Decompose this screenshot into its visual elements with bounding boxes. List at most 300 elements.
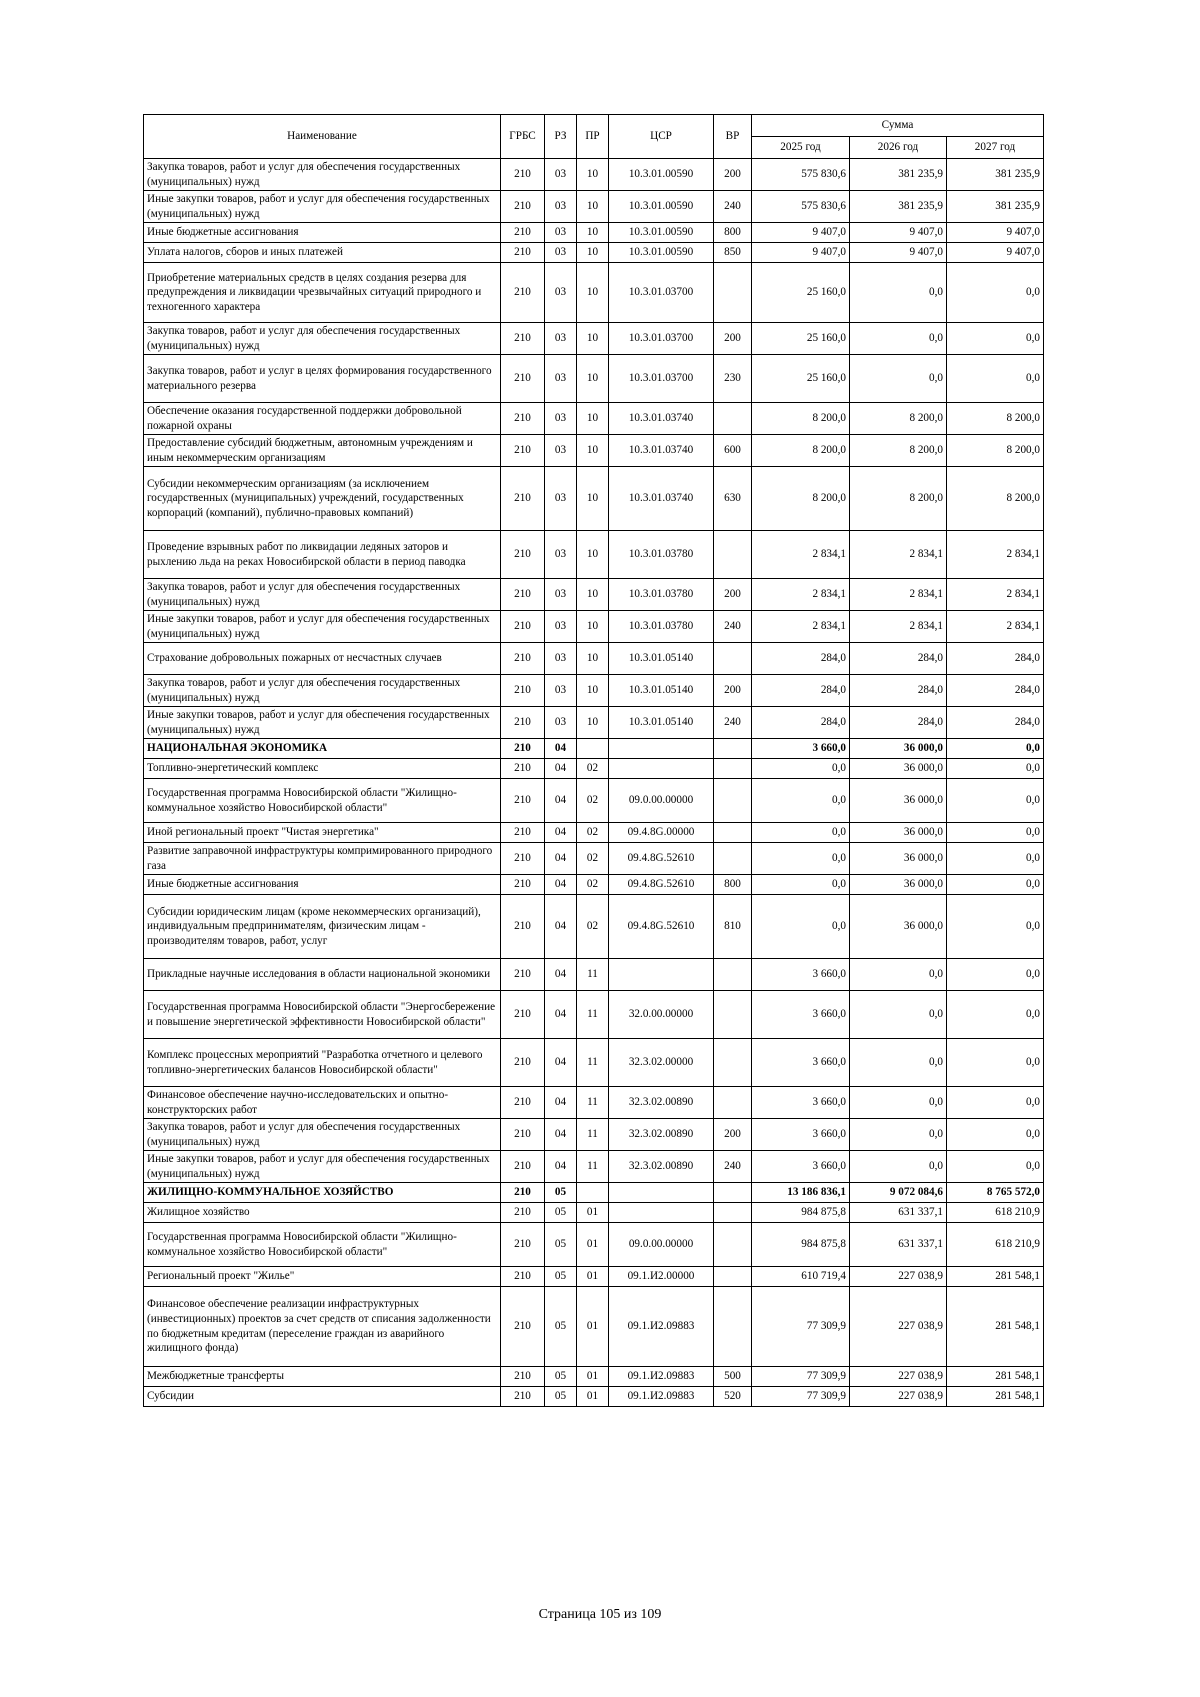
- cell-sum-2025: 77 309,9: [752, 1367, 850, 1387]
- cell-name: Предоставление субсидий бюджетным, автономным учреждениям и иным некоммерческим организациям: [144, 435, 501, 467]
- cell-vr: 240: [714, 191, 752, 223]
- cell-sum-2025: 0,0: [752, 895, 850, 959]
- cell-rz: 04: [545, 1119, 577, 1151]
- col-header-sum: Сумма: [752, 115, 1044, 137]
- cell-pr: 01: [577, 1367, 609, 1387]
- table-row: [144, 1087, 1044, 1119]
- table-row: [144, 159, 1044, 191]
- cell-grbs: 210: [501, 243, 545, 263]
- table-row: [144, 875, 1044, 895]
- cell-sum-2027: 0,0: [947, 895, 1044, 959]
- cell-grbs: 210: [501, 1267, 545, 1287]
- cell-csr: 10.3.01.00590: [609, 159, 714, 191]
- cell-rz: 03: [545, 323, 577, 355]
- col-header-2026: 2026 год: [850, 137, 947, 159]
- cell-sum-2027: 618 210,9: [947, 1223, 1044, 1267]
- cell-rz: 03: [545, 263, 577, 323]
- cell-rz: 03: [545, 643, 577, 675]
- cell-sum-2026: 381 235,9: [850, 191, 947, 223]
- cell-name: Обеспечение оказания государственной поддержки добровольной пожарной охраны: [144, 403, 501, 435]
- table-row: [144, 779, 1044, 823]
- cell-sum-2026: 36 000,0: [850, 895, 947, 959]
- cell-pr: 02: [577, 779, 609, 823]
- cell-vr: 200: [714, 159, 752, 191]
- cell-pr: 10: [577, 675, 609, 707]
- cell-rz: 04: [545, 779, 577, 823]
- cell-pr: 11: [577, 959, 609, 991]
- cell-grbs: 210: [501, 403, 545, 435]
- cell-grbs: 210: [501, 1119, 545, 1151]
- cell-grbs: 210: [501, 159, 545, 191]
- cell-pr: 10: [577, 159, 609, 191]
- cell-sum-2026: 227 038,9: [850, 1367, 947, 1387]
- cell-sum-2025: 984 875,8: [752, 1223, 850, 1267]
- cell-csr: 10.3.01.03740: [609, 403, 714, 435]
- cell-rz: 04: [545, 843, 577, 875]
- cell-sum-2027: 618 210,9: [947, 1203, 1044, 1223]
- cell-rz: 04: [545, 759, 577, 779]
- cell-rz: 04: [545, 823, 577, 843]
- table-row: [144, 435, 1044, 467]
- cell-pr: 02: [577, 759, 609, 779]
- col-header-csr: ЦСР: [609, 115, 714, 159]
- cell-name: ЖИЛИЩНО-КОММУНАЛЬНОЕ ХОЗЯЙСТВО: [144, 1183, 501, 1203]
- cell-grbs: 210: [501, 191, 545, 223]
- cell-sum-2025: 284,0: [752, 643, 850, 675]
- cell-vr: [714, 1267, 752, 1287]
- cell-sum-2027: 0,0: [947, 759, 1044, 779]
- cell-vr: [714, 823, 752, 843]
- cell-vr: [714, 959, 752, 991]
- cell-sum-2027: 2 834,1: [947, 531, 1044, 579]
- cell-csr: 10.3.01.03700: [609, 355, 714, 403]
- cell-rz: 04: [545, 1151, 577, 1183]
- cell-csr: 10.3.01.00590: [609, 223, 714, 243]
- cell-sum-2027: 0,0: [947, 875, 1044, 895]
- cell-sum-2027: 281 548,1: [947, 1367, 1044, 1387]
- cell-vr: [714, 1087, 752, 1119]
- col-header-2025: 2025 год: [752, 137, 850, 159]
- table-row: [144, 707, 1044, 739]
- cell-pr: 11: [577, 1087, 609, 1119]
- cell-rz: 03: [545, 243, 577, 263]
- cell-name: Иные закупки товаров, работ и услуг для обеспечения государственных (муниципальных) нужд: [144, 611, 501, 643]
- table-row: [144, 263, 1044, 323]
- cell-grbs: 210: [501, 1203, 545, 1223]
- cell-sum-2027: 0,0: [947, 323, 1044, 355]
- cell-csr: 10.3.01.00590: [609, 243, 714, 263]
- cell-sum-2027: 284,0: [947, 707, 1044, 739]
- cell-sum-2025: 284,0: [752, 675, 850, 707]
- cell-name: Приобретение материальных средств в целях создания резерва для предупреждения и ликвидации чрезвычайных ситуаций природного и техногенного характера: [144, 263, 501, 323]
- cell-grbs: 210: [501, 223, 545, 243]
- cell-sum-2025: 2 834,1: [752, 531, 850, 579]
- cell-pr: 11: [577, 1119, 609, 1151]
- cell-sum-2027: 8 200,0: [947, 435, 1044, 467]
- cell-sum-2027: 0,0: [947, 843, 1044, 875]
- cell-sum-2026: 0,0: [850, 1151, 947, 1183]
- page-number: Страница 105 из 109: [538, 1607, 662, 1622]
- cell-rz: 03: [545, 191, 577, 223]
- cell-rz: 03: [545, 355, 577, 403]
- cell-vr: [714, 991, 752, 1039]
- cell-sum-2026: 2 834,1: [850, 611, 947, 643]
- cell-sum-2025: 25 160,0: [752, 355, 850, 403]
- cell-pr: 10: [577, 643, 609, 675]
- cell-vr: 240: [714, 1151, 752, 1183]
- cell-sum-2027: 281 548,1: [947, 1267, 1044, 1287]
- table-body: [144, 159, 1044, 1407]
- cell-rz: 04: [545, 875, 577, 895]
- table-row: [144, 1367, 1044, 1387]
- cell-rz: 05: [545, 1367, 577, 1387]
- cell-pr: 02: [577, 895, 609, 959]
- cell-rz: 04: [545, 895, 577, 959]
- cell-csr: [609, 959, 714, 991]
- cell-sum-2025: 0,0: [752, 875, 850, 895]
- cell-name: Иные закупки товаров, работ и услуг для обеспечения государственных (муниципальных) нужд: [144, 191, 501, 223]
- cell-sum-2025: 25 160,0: [752, 323, 850, 355]
- cell-sum-2027: 284,0: [947, 675, 1044, 707]
- cell-rz: 03: [545, 707, 577, 739]
- cell-rz: 03: [545, 579, 577, 611]
- cell-vr: [714, 1203, 752, 1223]
- cell-csr: 10.3.01.03700: [609, 263, 714, 323]
- cell-pr: 10: [577, 403, 609, 435]
- cell-sum-2027: 0,0: [947, 959, 1044, 991]
- table-row: [144, 1039, 1044, 1087]
- cell-vr: [714, 1287, 752, 1367]
- cell-sum-2026: 381 235,9: [850, 159, 947, 191]
- cell-sum-2026: 36 000,0: [850, 875, 947, 895]
- cell-name: Закупка товаров, работ и услуг для обеспечения государственных (муниципальных) нужд: [144, 159, 501, 191]
- cell-sum-2027: 8 200,0: [947, 403, 1044, 435]
- cell-sum-2026: 36 000,0: [850, 739, 947, 759]
- cell-pr: 11: [577, 1039, 609, 1087]
- cell-sum-2025: 2 834,1: [752, 611, 850, 643]
- cell-sum-2026: 8 200,0: [850, 467, 947, 531]
- cell-sum-2026: 0,0: [850, 991, 947, 1039]
- cell-rz: 05: [545, 1203, 577, 1223]
- cell-name: Уплата налогов, сборов и иных платежей: [144, 243, 501, 263]
- table-row: [144, 1203, 1044, 1223]
- cell-name: Иные бюджетные ассигнования: [144, 223, 501, 243]
- cell-name: Иные закупки товаров, работ и услуг для обеспечения государственных (муниципальных) нужд: [144, 707, 501, 739]
- cell-csr: 09.1.И2.00000: [609, 1267, 714, 1287]
- col-header-2027: 2027 год: [947, 137, 1044, 159]
- cell-sum-2025: 2 834,1: [752, 579, 850, 611]
- cell-sum-2025: 13 186 836,1: [752, 1183, 850, 1203]
- cell-grbs: 210: [501, 707, 545, 739]
- cell-vr: 200: [714, 579, 752, 611]
- cell-sum-2025: 0,0: [752, 779, 850, 823]
- cell-sum-2025: 3 660,0: [752, 1039, 850, 1087]
- cell-sum-2025: 0,0: [752, 823, 850, 843]
- cell-grbs: 210: [501, 759, 545, 779]
- cell-sum-2027: 381 235,9: [947, 159, 1044, 191]
- cell-sum-2026: 36 000,0: [850, 823, 947, 843]
- cell-csr: 10.3.01.03780: [609, 531, 714, 579]
- cell-pr: [577, 739, 609, 759]
- cell-pr: 10: [577, 611, 609, 643]
- cell-grbs: 210: [501, 895, 545, 959]
- cell-vr: 520: [714, 1387, 752, 1407]
- cell-sum-2026: 0,0: [850, 355, 947, 403]
- col-header-pr: ПР: [577, 115, 609, 159]
- table-row: [144, 843, 1044, 875]
- cell-sum-2025: 8 200,0: [752, 403, 850, 435]
- cell-sum-2026: 227 038,9: [850, 1267, 947, 1287]
- cell-name: Комплекс процессных мероприятий "Разработка отчетного и целевого топливно-энергетических балансов Новосибирской области": [144, 1039, 501, 1087]
- cell-pr: 10: [577, 579, 609, 611]
- col-header-vr: ВР: [714, 115, 752, 159]
- cell-sum-2027: 0,0: [947, 823, 1044, 843]
- cell-name: Государственная программа Новосибирской области "Жилищно-коммунальное хозяйство Новосибирской области": [144, 1223, 501, 1267]
- cell-sum-2027: 2 834,1: [947, 611, 1044, 643]
- table-row: [144, 191, 1044, 223]
- cell-vr: [714, 531, 752, 579]
- cell-pr: 01: [577, 1387, 609, 1407]
- table-row: [144, 403, 1044, 435]
- cell-vr: [714, 779, 752, 823]
- cell-vr: [714, 643, 752, 675]
- cell-pr: 10: [577, 263, 609, 323]
- table-row: [144, 531, 1044, 579]
- cell-vr: 200: [714, 1119, 752, 1151]
- cell-grbs: 210: [501, 843, 545, 875]
- cell-sum-2025: 284,0: [752, 707, 850, 739]
- cell-rz: 03: [545, 675, 577, 707]
- cell-sum-2027: 0,0: [947, 1039, 1044, 1087]
- cell-pr: 01: [577, 1267, 609, 1287]
- cell-rz: 05: [545, 1223, 577, 1267]
- cell-sum-2026: 227 038,9: [850, 1387, 947, 1407]
- cell-name: Проведение взрывных работ по ликвидации ледяных заторов и рыхлению льда на реках Новосибирской области в период паводка: [144, 531, 501, 579]
- cell-csr: 32.3.02.00890: [609, 1151, 714, 1183]
- cell-vr: 630: [714, 467, 752, 531]
- cell-sum-2027: 0,0: [947, 779, 1044, 823]
- cell-rz: 03: [545, 403, 577, 435]
- cell-vr: [714, 1039, 752, 1087]
- cell-grbs: 210: [501, 823, 545, 843]
- cell-vr: 800: [714, 875, 752, 895]
- cell-sum-2026: 0,0: [850, 1087, 947, 1119]
- table-row: [144, 959, 1044, 991]
- cell-sum-2026: 0,0: [850, 1039, 947, 1087]
- cell-name: Субсидии: [144, 1387, 501, 1407]
- cell-sum-2026: 2 834,1: [850, 579, 947, 611]
- cell-grbs: 210: [501, 1287, 545, 1367]
- cell-name: Закупка товаров, работ и услуг для обеспечения государственных (муниципальных) нужд: [144, 1119, 501, 1151]
- cell-sum-2026: 8 200,0: [850, 403, 947, 435]
- cell-csr: 10.3.01.05140: [609, 675, 714, 707]
- cell-csr: 09.4.8G.52610: [609, 895, 714, 959]
- cell-vr: 600: [714, 435, 752, 467]
- cell-sum-2025: 9 407,0: [752, 223, 850, 243]
- cell-sum-2027: 0,0: [947, 1087, 1044, 1119]
- cell-sum-2025: 3 660,0: [752, 959, 850, 991]
- cell-csr: 09.0.00.00000: [609, 779, 714, 823]
- cell-pr: 10: [577, 223, 609, 243]
- cell-sum-2026: 284,0: [850, 707, 947, 739]
- cell-name: Топливно-энергетический комплекс: [144, 759, 501, 779]
- table-row: [144, 823, 1044, 843]
- cell-csr: 09.0.00.00000: [609, 1223, 714, 1267]
- cell-grbs: 210: [501, 435, 545, 467]
- cell-sum-2026: 9 407,0: [850, 243, 947, 263]
- cell-sum-2025: 984 875,8: [752, 1203, 850, 1223]
- cell-grbs: 210: [501, 875, 545, 895]
- cell-name: Финансовое обеспечение научно-исследовательских и опытно-конструкторских работ: [144, 1087, 501, 1119]
- cell-name: Закупка товаров, работ и услуг в целях формирования государственного материального резерва: [144, 355, 501, 403]
- cell-sum-2025: 0,0: [752, 759, 850, 779]
- cell-rz: 05: [545, 1387, 577, 1407]
- cell-name: Закупка товаров, работ и услуг для обеспечения государственных (муниципальных) нужд: [144, 323, 501, 355]
- cell-name: Жилищное хозяйство: [144, 1203, 501, 1223]
- table-row: [144, 223, 1044, 243]
- cell-sum-2026: 9 072 084,6: [850, 1183, 947, 1203]
- cell-name: Государственная программа Новосибирской области "Жилищно-коммунальное хозяйство Новосибирской области": [144, 779, 501, 823]
- cell-grbs: 210: [501, 467, 545, 531]
- cell-vr: 230: [714, 355, 752, 403]
- cell-csr: [609, 759, 714, 779]
- cell-grbs: 210: [501, 739, 545, 759]
- table-row: [144, 1119, 1044, 1151]
- cell-pr: 10: [577, 191, 609, 223]
- cell-rz: 03: [545, 223, 577, 243]
- cell-csr: 09.1.И2.09883: [609, 1367, 714, 1387]
- cell-sum-2026: 0,0: [850, 1119, 947, 1151]
- table-row: [144, 1151, 1044, 1183]
- cell-sum-2026: 284,0: [850, 643, 947, 675]
- cell-name: Закупка товаров, работ и услуг для обеспечения государственных (муниципальных) нужд: [144, 579, 501, 611]
- table-row: [144, 895, 1044, 959]
- cell-sum-2027: 281 548,1: [947, 1287, 1044, 1367]
- table-row: [144, 323, 1044, 355]
- cell-grbs: 210: [501, 579, 545, 611]
- cell-vr: 500: [714, 1367, 752, 1387]
- cell-sum-2027: 281 548,1: [947, 1387, 1044, 1407]
- cell-sum-2026: 227 038,9: [850, 1287, 947, 1367]
- cell-grbs: 210: [501, 323, 545, 355]
- table-header-row: [144, 115, 1044, 137]
- cell-csr: 10.3.01.05140: [609, 707, 714, 739]
- cell-csr: [609, 1183, 714, 1203]
- cell-name: Иные бюджетные ассигнования: [144, 875, 501, 895]
- cell-sum-2025: 575 830,6: [752, 159, 850, 191]
- cell-name: Иные закупки товаров, работ и услуг для обеспечения государственных (муниципальных) нужд: [144, 1151, 501, 1183]
- cell-rz: 04: [545, 991, 577, 1039]
- cell-name: Развитие заправочной инфраструктуры компримированного природного газа: [144, 843, 501, 875]
- cell-grbs: 210: [501, 611, 545, 643]
- cell-grbs: 210: [501, 531, 545, 579]
- cell-sum-2025: 25 160,0: [752, 263, 850, 323]
- cell-csr: 09.4.8G.52610: [609, 875, 714, 895]
- cell-vr: [714, 1183, 752, 1203]
- cell-grbs: 210: [501, 1223, 545, 1267]
- cell-sum-2025: 77 309,9: [752, 1387, 850, 1407]
- cell-csr: 09.1.И2.09883: [609, 1387, 714, 1407]
- cell-vr: 800: [714, 223, 752, 243]
- cell-rz: 04: [545, 1039, 577, 1087]
- cell-pr: 01: [577, 1223, 609, 1267]
- cell-pr: 11: [577, 991, 609, 1039]
- cell-pr: 02: [577, 875, 609, 895]
- cell-csr: 10.3.01.05140: [609, 643, 714, 675]
- cell-csr: 32.3.02.00890: [609, 1087, 714, 1119]
- cell-grbs: 210: [501, 1183, 545, 1203]
- cell-name: Региональный проект "Жилье": [144, 1267, 501, 1287]
- cell-pr: 02: [577, 823, 609, 843]
- cell-sum-2027: 0,0: [947, 263, 1044, 323]
- table-row: [144, 1267, 1044, 1287]
- cell-vr: [714, 403, 752, 435]
- budget-table: [143, 114, 1044, 1407]
- cell-pr: 10: [577, 467, 609, 531]
- cell-pr: 10: [577, 355, 609, 403]
- cell-grbs: 210: [501, 1039, 545, 1087]
- cell-sum-2025: 3 660,0: [752, 739, 850, 759]
- cell-sum-2025: 3 660,0: [752, 1087, 850, 1119]
- cell-sum-2025: 575 830,6: [752, 191, 850, 223]
- cell-sum-2027: 284,0: [947, 643, 1044, 675]
- col-header-rz: РЗ: [545, 115, 577, 159]
- cell-name: Закупка товаров, работ и услуг для обеспечения государственных (муниципальных) нужд: [144, 675, 501, 707]
- cell-name: Субсидии некоммерческим организациям (за исключением государственных (муниципальных) учреждений, государственных корпораций (компаний), публично-правовых компаний): [144, 467, 501, 531]
- cell-sum-2026: 36 000,0: [850, 843, 947, 875]
- table-row: [144, 739, 1044, 759]
- cell-pr: 10: [577, 435, 609, 467]
- table-row: [144, 1183, 1044, 1203]
- table-row: [144, 759, 1044, 779]
- cell-csr: 32.0.00.00000: [609, 991, 714, 1039]
- cell-csr: 10.3.01.03740: [609, 467, 714, 531]
- cell-grbs: 210: [501, 1387, 545, 1407]
- cell-sum-2026: 2 834,1: [850, 531, 947, 579]
- cell-rz: 03: [545, 531, 577, 579]
- table-row: [144, 243, 1044, 263]
- cell-vr: [714, 739, 752, 759]
- cell-pr: 01: [577, 1203, 609, 1223]
- cell-sum-2026: 631 337,1: [850, 1223, 947, 1267]
- cell-pr: 10: [577, 323, 609, 355]
- cell-vr: [714, 1223, 752, 1267]
- cell-name: Иной региональный проект "Чистая энергетика": [144, 823, 501, 843]
- cell-sum-2025: 3 660,0: [752, 991, 850, 1039]
- table-row: [144, 1223, 1044, 1267]
- cell-sum-2026: 0,0: [850, 263, 947, 323]
- cell-pr: 11: [577, 1151, 609, 1183]
- cell-name: Финансовое обеспечение реализации инфраструктурных (инвестиционных) проектов за счет средств от списания задолженности по бюджетным кредитам (переселение граждан из аварийного жилищного фонда): [144, 1287, 501, 1367]
- table-row: [144, 1387, 1044, 1407]
- cell-vr: 240: [714, 611, 752, 643]
- table-row: [144, 991, 1044, 1039]
- cell-sum-2025: 0,0: [752, 843, 850, 875]
- cell-grbs: 210: [501, 779, 545, 823]
- cell-csr: 32.3.02.00890: [609, 1119, 714, 1151]
- table-row: [144, 579, 1044, 611]
- table-row: [144, 355, 1044, 403]
- cell-vr: [714, 263, 752, 323]
- cell-sum-2027: 0,0: [947, 1119, 1044, 1151]
- cell-grbs: 210: [501, 263, 545, 323]
- cell-pr: [577, 1183, 609, 1203]
- cell-vr: [714, 759, 752, 779]
- cell-sum-2026: 9 407,0: [850, 223, 947, 243]
- cell-vr: 200: [714, 675, 752, 707]
- cell-sum-2027: 2 834,1: [947, 579, 1044, 611]
- table-row: [144, 675, 1044, 707]
